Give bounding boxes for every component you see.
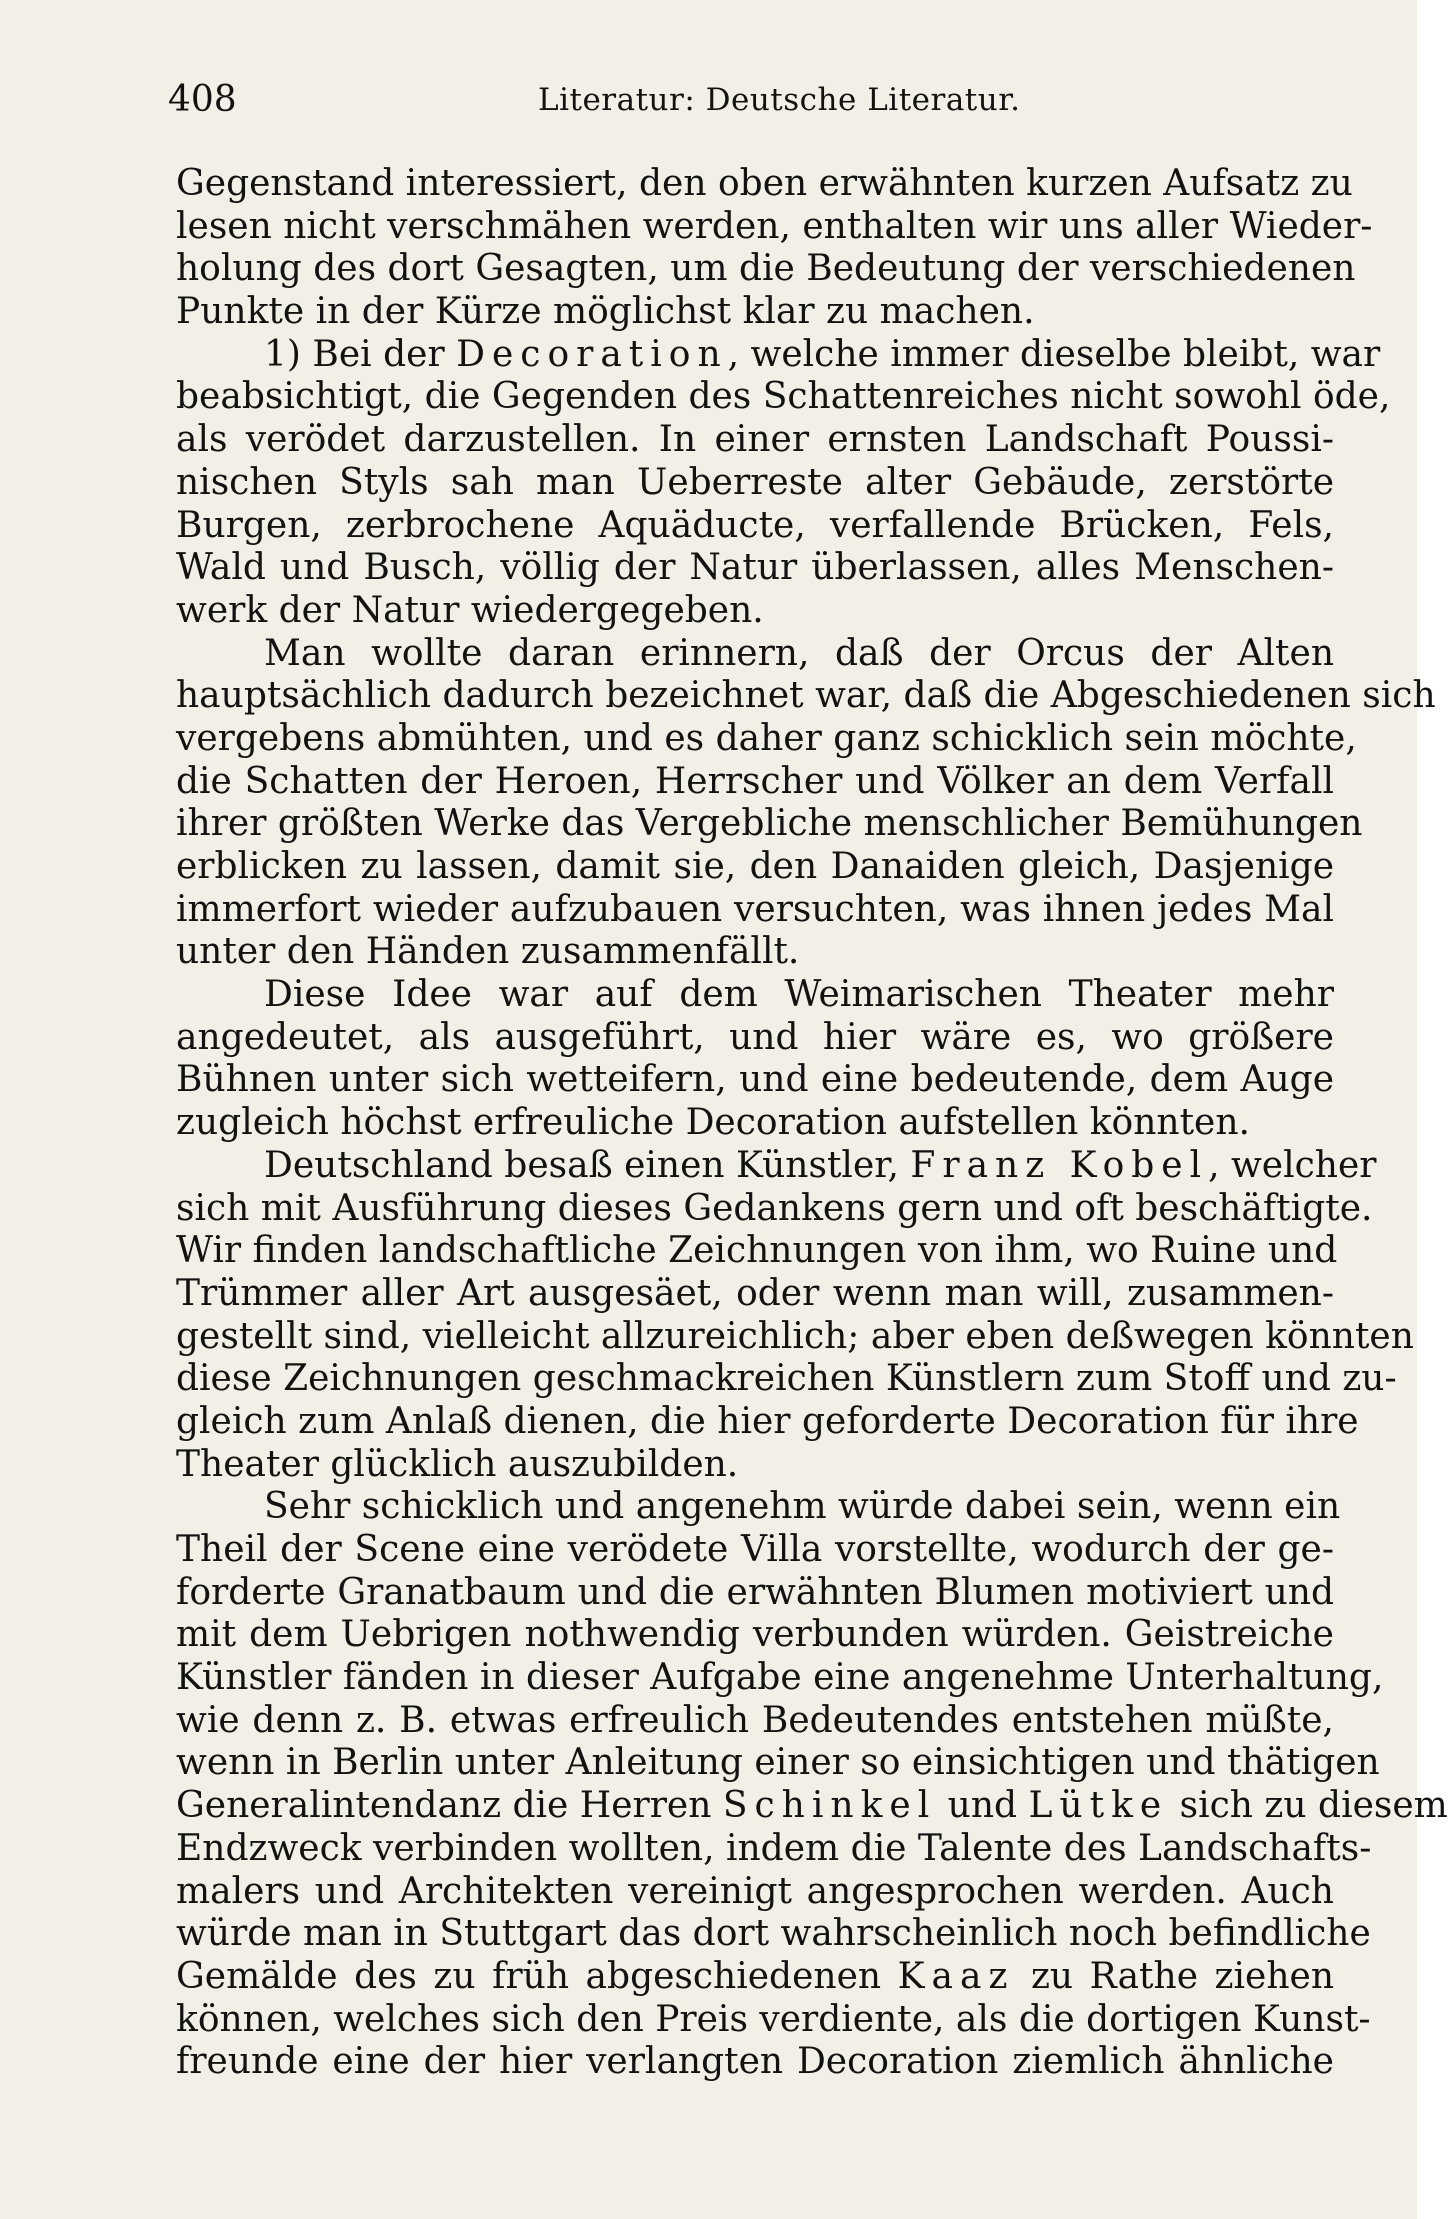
text-line: als verödet darzustellen. In einer ernsten Landschaft Poussi- [176, 419, 1334, 461]
text-line: mit dem Uebrigen nothwendig verbunden würden. Geistreiche [176, 1614, 1334, 1656]
text-line: Theater glücklich auszubilden. [176, 1443, 739, 1485]
text-line: hauptsächlich dadurch bezeichnet war, daß die Abgeschiedenen sich [176, 675, 1436, 717]
text-line: immerfort wieder aufzubauen versuchten, was ihnen jedes Mal [176, 888, 1334, 930]
text-line: Sehr schicklich und angenehm würde dabei sein, wenn ein [264, 1486, 1341, 1528]
text-line: Man wollte daran erinnern, daß der Orcus der Alten [264, 632, 1334, 674]
text-line: vergebens abmühten, und es daher ganz schicklich sein möchte, [176, 717, 1357, 759]
text-fragment: , welche immer dieselbe bleibt, war [727, 333, 1381, 375]
text-line: Diese Idee war auf dem Weimarischen Theater mehr [264, 974, 1334, 1016]
text-line: die Schatten der Heroen, Herrscher und Völker an dem Verfall [176, 760, 1334, 802]
text-line: werk der Natur wiedergegeben. [176, 589, 764, 631]
text-line: nischen Styls sah man Ueberreste alter Gebäude, zerstörte [176, 461, 1334, 503]
text-line: Künstler fänden in dieser Aufgabe eine angenehme Unterhaltung, [176, 1657, 1384, 1699]
text-line: forderte Granatbaum und die erwähnten Blumen motiviert und [176, 1571, 1334, 1613]
text-line [176, 333, 1381, 377]
text-line: lesen nicht verschmähen werden, enthalten wir uns aller Wieder- [176, 205, 1373, 247]
text-line: gestellt sind, vielleicht allzureichlich; aber eben deßwegen könnten [176, 1315, 1414, 1357]
spaced-name: Lütke [1028, 1785, 1169, 1827]
text-line: wenn in Berlin unter Anleitung einer so einsichtigen und thätigen [176, 1742, 1380, 1784]
page-header [168, 78, 1318, 122]
text-line: erblicken zu lassen, damit sie, den Danaiden gleich, Dasjenige [176, 846, 1334, 887]
text-fragment: , welcher [1208, 1144, 1377, 1186]
text-fragment: und [936, 1785, 1029, 1827]
text-line: Theil der Scene eine verödete Villa vorstellte, wodurch der ge- [176, 1529, 1334, 1570]
text-line [176, 1956, 1334, 1999]
text-line [176, 1785, 1448, 1828]
text-line: Gegenstand interessiert, den oben erwähnten kurzen Aufsatz zu [176, 163, 1353, 204]
spaced-name: Franz Kobel [910, 1144, 1209, 1186]
text-line: Trümmer aller Art ausgesäet, oder wenn man will, zusammen- [176, 1272, 1334, 1314]
text-fragment: zu Rathe ziehen [1014, 1955, 1334, 1997]
text-fragment: 1) Bei der [264, 333, 457, 375]
text-line: ihrer größten Werke das Vergebliche menschlicher Bemühungen [176, 803, 1363, 845]
text-line: gleich zum Anlaß dienen, die hier geforderte Decoration für ihre [176, 1400, 1359, 1442]
text-fragment: sich zu diesem [1168, 1785, 1448, 1827]
text-line: freunde eine der hier verlangten Decoration ziemlich ähnliche [176, 2041, 1334, 2083]
text-line: zugleich höchst erfreuliche Decoration aufstellen könnten. [176, 1102, 1250, 1144]
text-line: Burgen, zerbrochene Aquäducte, verfallende Brücken, Fels, [176, 504, 1334, 546]
text-line: können, welches sich den Preis verdiente, als die dortigen Kunst- [176, 1998, 1371, 2040]
text-line: Wir finden landschaftliche Zeichnungen von ihm, wo Ruine und [176, 1230, 1338, 1272]
text-line: würde man in Stuttgart das dort wahrscheinlich noch befindliche [176, 1913, 1371, 1955]
text-fragment: Deutschland besaß einen Künstler, [264, 1144, 911, 1186]
text-line: diese Zeichnungen geschmackreichen Künstlern zum Stoff und zu- [176, 1358, 1397, 1400]
text-line: wie denn z. B. etwas erfreulich Bedeutendes entstehen müßte, [176, 1699, 1334, 1741]
text-fragment: Gemälde des zu früh abgeschiedenen [176, 1955, 898, 1997]
text-line: holung des dort Gesagten, um die Bedeutung der verschiedenen [176, 248, 1356, 290]
text-line: Endzweck verbinden wollten, indem die Talente des Landschafts- [176, 1827, 1372, 1869]
running-head: Literatur: Deutsche Literatur. [538, 82, 1021, 118]
spaced-name: Schinkel [722, 1785, 937, 1827]
text-line: Punkte in der Kürze möglichst klar zu machen. [176, 291, 1035, 333]
text-fragment: Generalintendanz die Herren [176, 1785, 723, 1827]
text-line: Wald und Busch, völlig der Natur überlassen, alles Menschen- [176, 547, 1334, 589]
body-text [176, 163, 1448, 2084]
page-number: 408 [168, 79, 237, 120]
text-line [176, 1144, 1377, 1188]
text-line: Bühnen unter sich wetteifern, und eine bedeutende, dem Auge [176, 1059, 1334, 1101]
text-line: malers und Architekten vereinigt angesprochen werden. Auch [176, 1870, 1334, 1912]
text-line: unter den Händen zusammenfällt. [176, 931, 800, 973]
text-line: sich mit Ausführung dieses Gedankens gern und oft beschäftigte. [176, 1187, 1373, 1229]
spaced-word: Decoration [456, 333, 728, 375]
text-line: angedeutet, als ausgeführt, und hier wäre es, wo größere [176, 1016, 1334, 1058]
spaced-name: Kaaz [897, 1955, 1015, 1997]
text-line: beabsichtigt, die Gegenden des Schattenreiches nicht sowohl öde, [176, 376, 1391, 418]
